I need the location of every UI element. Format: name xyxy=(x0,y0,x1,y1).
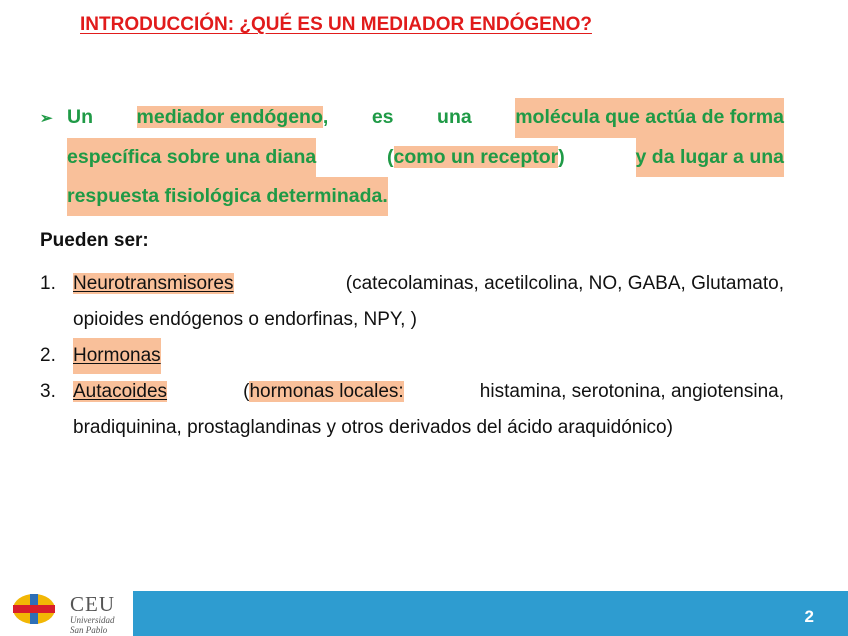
list-heading: Pueden ser: xyxy=(40,230,149,251)
arrow-bullet-icon: ➢ xyxy=(40,110,53,127)
list-item xyxy=(40,266,784,302)
list-number: 2. xyxy=(40,345,56,366)
intro-phrase-highlight: respuesta fisiológica determinada. xyxy=(67,177,388,216)
intro-phrase: (como un receptor) xyxy=(387,146,565,168)
intro-start: ➢ Un xyxy=(40,98,93,138)
intro-paragraph xyxy=(40,98,784,216)
intro-line-2 xyxy=(40,138,784,177)
logo-subtitle: San Pablo xyxy=(70,625,108,635)
list-text-open: (hormonas locales: xyxy=(243,381,404,402)
intro-phrase-highlight: y da lugar a una xyxy=(636,138,784,177)
slide-title: INTRODUCCIÓN: ¿QUÉ ES UN MEDIADOR ENDÓGENO? xyxy=(80,14,592,35)
list-term: Neurotransmisores xyxy=(73,273,234,294)
university-logo xyxy=(12,593,132,635)
intro-line-3 xyxy=(40,177,784,216)
list-text: (catecolaminas, acetilcolina, NO, GABA, Glutamato, xyxy=(345,273,784,294)
logo-subtitle: Universidad xyxy=(70,615,115,625)
page-number: 2 xyxy=(804,607,814,626)
list-term: Autacoides xyxy=(73,381,168,402)
list-item-continuation xyxy=(40,410,784,446)
list-number: 3. xyxy=(40,381,56,402)
footer xyxy=(0,585,848,636)
list-number: 1. xyxy=(40,273,56,294)
intro-phrase-highlight: mediador endógeno, xyxy=(136,106,329,128)
intro-phrase-highlight: molécula que actúa de forma xyxy=(515,98,784,138)
footer-bar xyxy=(133,591,848,636)
intro-phrase-highlight: específica sobre una diana xyxy=(67,138,316,177)
list-item-continuation xyxy=(40,302,784,338)
intro-word: es xyxy=(371,106,394,128)
list-item xyxy=(40,338,784,374)
logo-name: CEU xyxy=(70,592,115,616)
list-item xyxy=(40,374,784,410)
list-highlight: hormonas locales: xyxy=(249,381,404,402)
list-term: Hormonas xyxy=(73,338,161,374)
list-text: opioides endógenos o endorfinas, NPY, ) xyxy=(73,309,418,330)
intro-word: una xyxy=(437,106,472,128)
list-text: bradiquinina, prostaglandinas y otros derivados del ácido araquidónico) xyxy=(73,417,673,438)
ceu-cross-icon xyxy=(12,593,56,625)
mediator-list xyxy=(40,266,784,446)
list-text: histamina, serotonina, angiotensina, xyxy=(479,381,784,402)
intro-line-1 xyxy=(40,98,784,138)
